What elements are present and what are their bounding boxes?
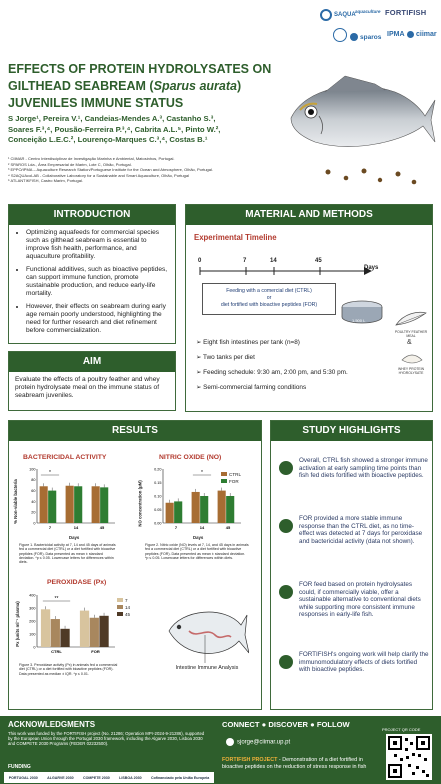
project-description: FORTIFISH PROJECT - Demonstration of a diet fortified in bioactive peptides on the reduction of stress response in fish	[222, 757, 367, 770]
methods-bullets	[196, 339, 386, 392]
legend-day-45-swatch	[117, 612, 123, 616]
timeline-title: Experimental Timeline	[194, 233, 277, 242]
project-qr-code[interactable]	[386, 734, 432, 780]
x-tick-label: 45	[225, 525, 231, 530]
bar	[90, 618, 99, 647]
bar	[100, 487, 108, 523]
saqua-logo: SAQUA	[320, 8, 356, 22]
bactericidal-title: BACTERICIDAL ACTIVITY	[23, 454, 107, 461]
whey-label: WHEY PROTEIN HYDROLYSATE	[397, 367, 425, 375]
eu-cofunded-logo: Cofinanciado pela União Europeia	[150, 775, 210, 780]
x-tick-label: 14	[199, 525, 205, 530]
significance-marker: *	[201, 470, 203, 476]
introduction-header: INTRODUCTION	[9, 205, 175, 225]
bar	[66, 486, 74, 523]
highlight-item: FOR provided a more stable immune response than the CTRL diet, as no time-effect was detected at 7 days for peroxidase and bactericidal activity (data not shown).	[299, 515, 423, 545]
bar	[51, 619, 60, 647]
y-tick-label: 0.00	[154, 521, 162, 526]
poster-title	[8, 61, 308, 112]
methods-header: MATERIAL AND METHODS	[186, 205, 432, 225]
title-line-1: EFFECTS OF PROTEIN HYDROLYSATES ON	[8, 62, 272, 76]
nitric-title: NITRIC OXIDE (NO)	[159, 454, 222, 461]
ciimar-logo: ciimar	[407, 31, 437, 38]
methods-bullet: ➢ Two tanks per diet	[196, 354, 255, 361]
x-tick-label: 14	[73, 525, 79, 530]
bar	[200, 496, 208, 523]
bactericidal-ylabel: % Non-viable bacteria	[12, 479, 18, 524]
timeline-day-7: 7	[243, 258, 247, 264]
timeline-day-45: 45	[315, 258, 322, 264]
y-tick-label: 0.10	[154, 494, 162, 499]
y-tick-label: 100	[29, 632, 36, 637]
nitric-xlabel: Days	[193, 535, 204, 540]
funder-logos	[4, 772, 214, 783]
bar	[226, 496, 234, 523]
email-row	[226, 738, 290, 746]
bar	[92, 486, 100, 523]
y-tick-label: 0.05	[154, 507, 162, 512]
introduction-bullet: • Optimizing aquafeeds for commercial species such as gilthead seabream is essential to improve fish health, performance, and aquaculture profitability.	[26, 229, 169, 261]
portugal2030-logo: PORTUGAL 2030	[8, 775, 38, 780]
legend-ctrl-swatch	[221, 472, 227, 476]
y-tick-label: 200	[29, 619, 36, 624]
introduction-panel	[8, 204, 176, 344]
peroxidase-ylabel: Px (units ml⁻¹ plasma)	[14, 601, 20, 647]
legend-day-14: 14	[117, 604, 130, 611]
email-link[interactable]: sjorge@ciimar.up.pt	[237, 739, 291, 746]
legend-day-14-swatch	[117, 605, 123, 609]
x-tick-label: 7	[48, 525, 52, 530]
tank-label: 1,500 L	[352, 318, 366, 323]
funding-label: FUNDING	[8, 764, 31, 770]
bar	[174, 501, 182, 523]
bar	[41, 609, 50, 647]
legend-day-7-swatch	[117, 598, 123, 602]
bactericidal-caption: Figure 1. Bactericidal activity at 7, 14 and 45 days of animals fed a commercial diet (CTRL) or a diet fortified with bioactive peptides (FOR). Data presented as mean ± standard deviation. *p ≤ 0.05. Lowercase letters for differences within diets.	[19, 543, 116, 565]
legend-day-45: 45	[117, 611, 130, 618]
highlight-item: FOR feed based on protein hydrolysates could, if commercially viable, offer a sustainable alternative to conventional diets while supporting more consistent immune responses in early-life fish.	[299, 581, 421, 619]
significance-marker: **	[54, 596, 59, 602]
email-icon	[226, 738, 234, 746]
aim-text: Evaluate the effects of a poultry feather and whey protein hydrolysate meal on the immune status of seabream juveniles.	[15, 376, 160, 400]
legend-day-7: 7	[117, 597, 130, 604]
highlight-item: FORTIFISH's ongoing work will help clarify the immunomodulatory effects of diets fortified with bioactive peptides.	[299, 651, 429, 674]
bactericidal-chart	[23, 465, 119, 533]
aquaculture-logo: aquaculture	[355, 9, 381, 14]
ack-text: This work was funded by the FORTIFISH project (No. 21286; Operation MPr-2024-9-21286), supported by the European Union through the Portugal 2030 framework, including the Algarve 2030, Lisboa 2030 and COMPETE 2030 Programs (FEDER 02232500).	[8, 731, 205, 747]
feather-icon	[394, 309, 428, 329]
y-tick-label: 0	[33, 521, 36, 526]
compete2030-logo: COMPETE 2030	[83, 775, 110, 780]
aim-header: AIM	[9, 352, 175, 372]
bar	[218, 491, 226, 523]
legend-ctrl: CTRL	[221, 471, 241, 478]
y-tick-label: 0	[33, 645, 36, 650]
bar	[48, 491, 56, 523]
y-tick-label: 80	[31, 478, 36, 483]
x-tick-label: FOR	[91, 649, 100, 654]
results-panel	[8, 420, 262, 710]
results-header: RESULTS	[9, 421, 261, 441]
and-label: &	[407, 339, 412, 346]
diet-legend	[221, 471, 241, 485]
connect-heading: CONNECT ● DISCOVER ● FOLLOW	[222, 720, 350, 729]
fish-intestine-illustration	[163, 601, 249, 671]
ipma-logo: IPMA	[387, 31, 405, 38]
y-tick-label: 0.20	[154, 467, 162, 472]
sparos-logo: sparos	[350, 33, 381, 41]
legend-for-swatch	[221, 479, 227, 483]
y-tick-label: 60	[31, 489, 36, 493]
x-tick-label: 7	[174, 525, 178, 530]
timeline-day-0: 0	[198, 258, 202, 264]
lisboa2030-logo: LISBOA 2030	[119, 775, 142, 780]
title-line-2: GILTHEAD SEABREAM (Sparus aurata)	[8, 79, 242, 93]
introduction-bullet: • Functional additives, such as bioactive peptides, can support immune function, promote sustainable production, and reduce early-life mortality.	[26, 266, 169, 298]
x-tick-label: 45	[99, 525, 105, 530]
introduction-bullet: • However, their effects on seabream during early age remain poorly understood, highlighting the need for further research and diet refinement before commercialization.	[26, 303, 169, 335]
peroxidase-caption: Figure 3. Peroxidase activity (Px) in animals fed a commercial diet (CTRL) or a diet fortified with bioactive peptides (FOR). Data presented as median ± IQR. *p ≤ 0.01.	[19, 663, 118, 676]
highlights-panel	[270, 420, 433, 710]
bar	[192, 492, 200, 523]
y-tick-label: 300	[29, 606, 36, 611]
y-tick-label: 0.15	[154, 480, 162, 485]
title-line-3: JUVENILES IMMUNE STATUS	[8, 96, 184, 110]
bar	[99, 616, 108, 647]
day-legend	[117, 597, 130, 618]
bactericidal-xlabel: Days	[69, 535, 80, 540]
y-tick-label: 100	[29, 467, 36, 472]
footer	[0, 716, 441, 784]
nitric-caption: Figure 2. Nitric oxide (NO) levels at 7, 14, and 45 days in animals fed a commercial diet (CTRL) or a diet fortified with bioactive peptides (FOR). Data presented as mean ± standard deviation. *p ≤ 0.05. Lowercase letters for differences within diets.	[145, 543, 249, 560]
x-tick-label: CTRL	[51, 649, 62, 654]
poultry-label: POULTRY FEATHER MEAL	[394, 330, 428, 338]
whey-icon	[398, 350, 426, 366]
affiliations: ¹ CIIMAR - Centro Interdisciplinar de Investigação Marinha e Ambiental, Matosinhos, Portugal. ² SPAROS Lda., Área Empresarial de Marim, Lote C, Olhão, Portugal. ³ EPPO/IPMA – Aquaculture Research Station/Portuguese Institute for the Ocean and Atmosphere, Olhão, Portugal. ⁴ S2AQUAcoLAB - Collaborative Laboratory for a Sustainable and Smart Aquaculture, Olhão, Portugal ⁵ ATLANTIKFISH, Castro Marim, Portugal.	[8, 156, 214, 184]
legend-for: FOR	[221, 478, 241, 485]
peroxidase-chart	[23, 591, 119, 657]
bar	[80, 611, 89, 647]
growth-icon	[279, 461, 293, 475]
y-tick-label: 400	[29, 593, 36, 598]
nitric-ylabel: NO concentration (μM)	[137, 480, 143, 527]
peroxidase-title: PEROXIDASE (Px)	[47, 579, 107, 586]
y-tick-label: 40	[31, 499, 36, 504]
methods-bullet: ➢ Eight fish intestines per tank (n=8)	[196, 339, 300, 346]
bar	[60, 629, 69, 647]
significance-marker: *	[49, 470, 51, 476]
fortifish-logo: FORTIFISH	[385, 8, 427, 17]
authors: S Jorge¹, Pereira V.¹, Candeias-Mendes A.³, Castanho S.³, Soares F.³,⁴, Pousão-Ferreira P.³,⁴, Cabrita A.L.⁵, Pinto W.², Conceição L.E.C.², Lourenço-Marques C.³,⁴, Costas B.¹	[8, 114, 221, 144]
stability-icon	[279, 519, 293, 533]
bar	[40, 486, 48, 523]
seabream-fish-image	[285, 70, 437, 160]
methods-bullet: ➢ Feeding schedule: 9:30 am, 2:00 pm, and 5:30 pm.	[196, 369, 348, 376]
bar	[74, 486, 82, 523]
ack-title: ACKNOWLEDGMENTS	[8, 720, 96, 729]
methods-bullet: ➢ Semi-commercial farming conditions	[196, 384, 307, 391]
qr-label: PROJECT QR CODE	[382, 727, 421, 732]
y-tick-label: 20	[31, 510, 36, 515]
bar	[166, 503, 174, 523]
timeline-day-14: 14	[270, 258, 277, 264]
introduction-bullets	[9, 225, 175, 335]
highlight-item: Overall, CTRL fish showed a stronger immune activation at early sampling time points than fish fed diets fortified with bioactive peptides.	[299, 457, 428, 480]
timeline-unit: Days	[364, 265, 379, 271]
diet-box: Feeding with a comercial diet (CTRL) or diet fortified with bioactive peptides (FOR)	[202, 283, 336, 315]
feed-pellets-image	[318, 166, 428, 190]
ciimar-circle-logo	[333, 28, 347, 42]
aim-panel	[8, 351, 176, 411]
highlights-header: STUDY HIGHLIGHTS	[271, 421, 432, 441]
methods-panel	[185, 204, 433, 412]
sustainability-icon	[279, 585, 293, 599]
algarve2030-logo: ALGARVE 2030	[47, 775, 74, 780]
intestine-label: Intestine Immune Analysis	[175, 665, 239, 671]
research-icon	[279, 655, 293, 669]
